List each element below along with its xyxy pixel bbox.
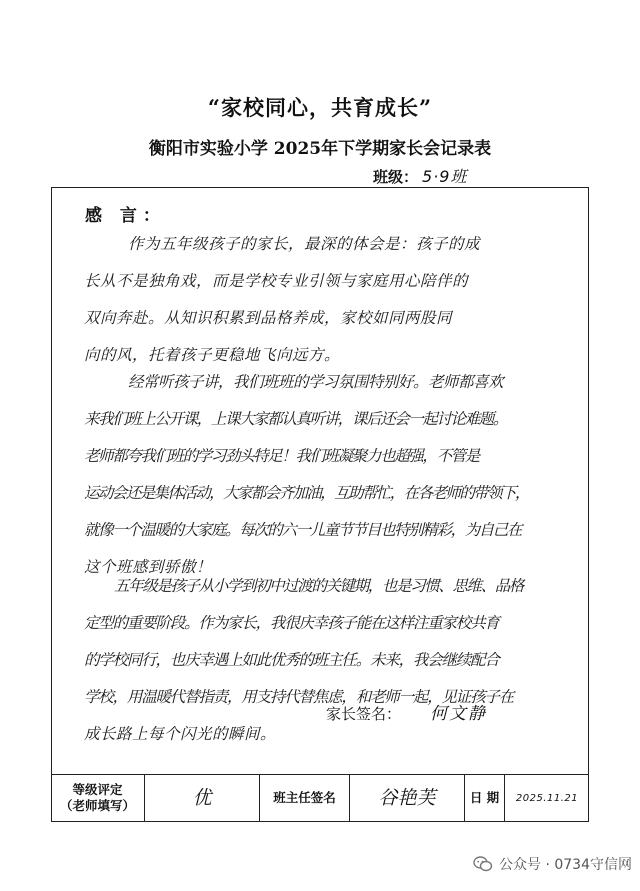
text-line: 老师都夸我们班的学习劲头特足！我们班凝聚力也超强，不管是 (84, 447, 479, 465)
watermark (473, 854, 632, 874)
grade-value-cell (144, 775, 259, 822)
form-subtitle: 衡阳市实验小学 2025年下学期家长会记录表 (148, 139, 492, 159)
teacher-sign-label-cell (259, 775, 349, 822)
text-line: 五年级是孩子从小学到初中过渡的关键期，也是习惯、思维、品格 (114, 577, 523, 595)
comments-heading: 感 言： (85, 206, 166, 226)
page-title: “家校同心，共育成长” (207, 95, 433, 120)
teacher-signature: 谷艳芙 (378, 787, 436, 809)
paragraph-3 (84, 568, 559, 753)
text-line: 作为五年级孩子的家长，最深的体会是：孩子的成 (128, 235, 481, 253)
class-value: 5·9班 (422, 167, 468, 186)
text-line: 长从不是独角戏，而是学校专业引领与家庭用心陪伴的 (84, 272, 469, 290)
text-line: 来我们班上公开课，上课大家都认真听讲，课后还会一起讨论难题。 (84, 410, 508, 428)
text-line: 这个班感到骄傲！ (84, 558, 213, 576)
parent-signature-label: 家长签名： (326, 705, 402, 723)
text-line: 成长路上每个闪光的瞬间。 (84, 725, 277, 743)
date-label: 日 期 (469, 790, 500, 805)
grade-value: 优 (192, 787, 212, 809)
text-line: 的学校同行，也庆幸遇上如此优秀的班主任。未来，我会继续配合 (84, 651, 499, 669)
date-value: 2025.11.21 (515, 793, 579, 804)
text-line: 向的风，托着孩子更稳地飞向远方。 (84, 346, 341, 364)
date-label-cell (464, 775, 504, 822)
grade-label-line: 等级评定 (72, 782, 123, 797)
text-line: 运动会还是集体活动，大家都会齐加油，互助帮忙，在各老师的带领下， (84, 484, 529, 502)
date-cell (504, 775, 589, 822)
text-line: 就像一个温暖的大家庭。每次的六一儿童节节目也特别精彩，为自己在 (84, 521, 522, 539)
teacher-sign-label: 班主任签名 (273, 790, 336, 805)
class-label: 班级： (373, 168, 419, 186)
grade-label-line: （老师填写） (59, 798, 135, 813)
watermark-text: 公众号 · 0734守信网 (499, 857, 632, 873)
paragraph-2 (84, 364, 559, 586)
paragraph-1 (84, 226, 559, 374)
text-line: 双向奔赴。从知识积累到品格养成，家校如同两股同 (84, 309, 453, 327)
parent-signature: 何文静 (430, 704, 487, 724)
text-line: 经常听孩子讲，我们班班的学习氛围特别好。老师都喜欢 (128, 373, 504, 391)
class-info (373, 164, 467, 187)
evaluation-table (51, 774, 589, 822)
grade-label-cell (51, 775, 144, 822)
teacher-sign-cell (349, 775, 464, 822)
grade-label (51, 775, 144, 814)
wechat-icon (473, 856, 493, 872)
text-line: 学校，用温暖代替指责，用支持代替焦虑，和老师一起，见证孩子在 (84, 688, 514, 706)
text-line: 定型的重要阶段。作为家长，我很庆幸孩子能在这样注重家校共育 (84, 614, 499, 632)
